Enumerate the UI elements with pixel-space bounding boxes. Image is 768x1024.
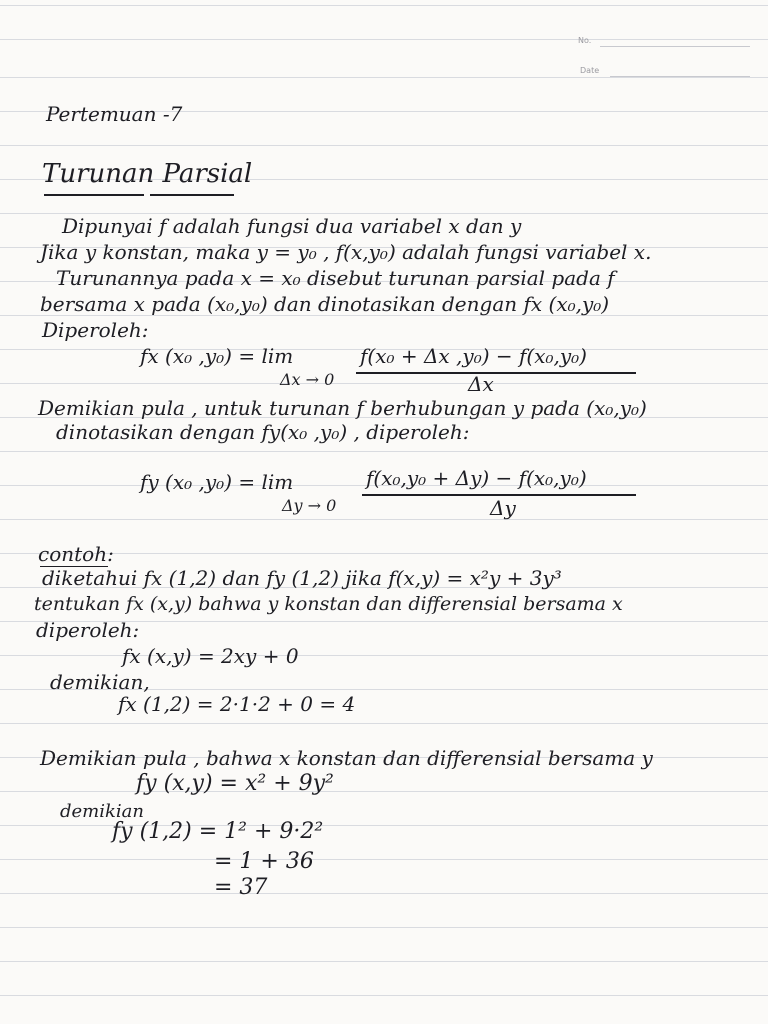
- example-fy-line: demikian: [60, 801, 144, 822]
- formula-fx-limit: Δx → 0: [280, 370, 335, 389]
- example-line: diperoleh:: [36, 618, 140, 642]
- intro-line: Jika y konstan, maka y = y₀ , f(x,y₀) adalah fungsi variabel x.: [40, 240, 652, 264]
- example-line: tentukan fx (x,y) bahwa y konstan dan differensial bersama x: [34, 593, 623, 615]
- title-underline: [44, 194, 144, 196]
- example-line: demikian,: [50, 670, 150, 694]
- formula-fx-denominator: Δx: [468, 372, 494, 396]
- similarly-line: dinotasikan dengan fy(x₀ ,y₀) , diperoleh:: [56, 420, 470, 444]
- formula-fx-numerator: f(x₀ + Δx ,y₀) − f(x₀,y₀): [360, 344, 587, 368]
- formula-fy-denominator: Δy: [490, 496, 516, 520]
- page-title: Turunan Parsial: [42, 159, 253, 189]
- date-line: [610, 76, 750, 77]
- intro-line: Turunannya pada x = x₀ disebut turunan parsial pada f: [56, 266, 615, 290]
- title-underline-2: [150, 194, 234, 196]
- example-fy-line: Demikian pula , bahwa x konstan dan differensial bersama y: [40, 746, 653, 770]
- example-fy-line: = 1 + 36: [214, 849, 314, 874]
- example-line: diketahui fx (1,2) dan fy (1,2) jika f(x,y) = x²y + 3y³: [42, 566, 562, 590]
- example-fy-line: fy (x,y) = x² + 9y²: [136, 771, 334, 796]
- example-heading: contoh:: [38, 542, 114, 566]
- example-line: fx (1,2) = 2·1·2 + 0 = 4: [118, 692, 356, 716]
- example-line: fx (x,y) = 2xy + 0: [122, 644, 299, 668]
- example-fy-line: fy (1,2) = 1² + 9·2²: [112, 819, 324, 844]
- meeting-label: Pertemuan -7: [46, 102, 183, 126]
- formula-fy-numerator: f(x₀,y₀ + Δy) − f(x₀,y₀): [366, 466, 587, 490]
- similarly-line: Demikian pula , untuk turunan f berhubungan y pada (x₀,y₀): [38, 396, 647, 420]
- no-label: No.: [578, 36, 592, 45]
- intro-line: Diperoleh:: [42, 318, 149, 342]
- intro-line: Dipunyai f adalah fungsi dua variabel x dan y: [62, 214, 522, 238]
- formula-fx-lhs: fx (x₀ ,y₀) = lim: [140, 344, 294, 368]
- formula-fy-limit: Δy → 0: [282, 496, 337, 515]
- fraction-bar: [356, 372, 636, 374]
- no-line: [600, 46, 750, 47]
- example-fy-line: = 37: [214, 875, 268, 900]
- intro-line: bersama x pada (x₀,y₀) dan dinotasikan dengan fx (x₀,y₀): [40, 292, 610, 316]
- date-label: Date: [580, 66, 600, 75]
- formula-fy-lhs: fy (x₀ ,y₀) = lim: [140, 470, 294, 494]
